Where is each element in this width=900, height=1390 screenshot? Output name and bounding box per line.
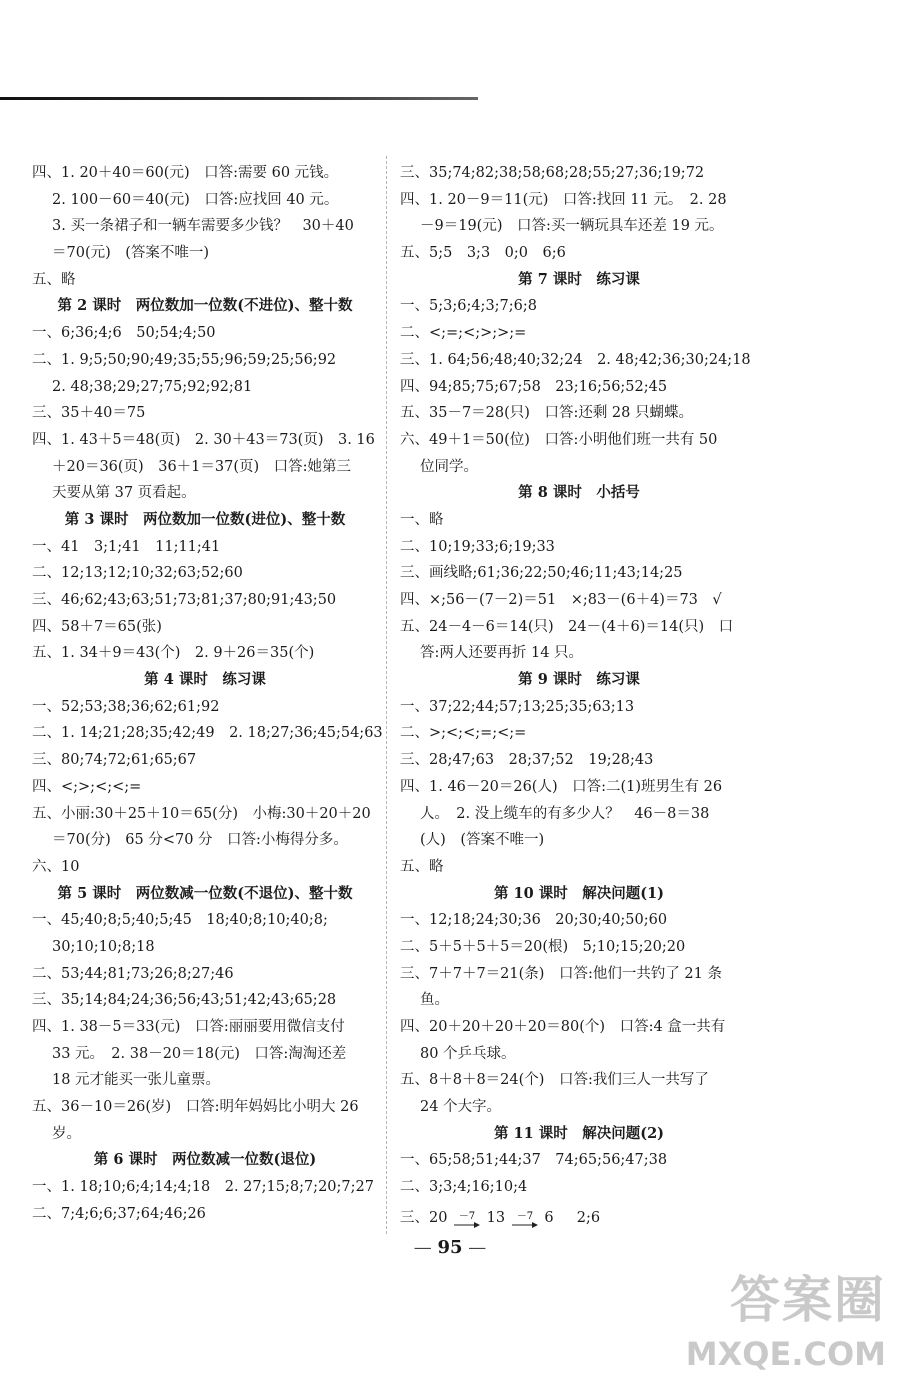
answer-line: 二、12;13;12;10;32;63;52;60 — [32, 565, 243, 582]
left-answer-column — [32, 160, 383, 1228]
answer-line: 三、35＋40＝75 — [32, 405, 146, 422]
answer-line: 六、10 — [32, 858, 80, 875]
answer-line: 二、7;4;6;6;37;64;46;26 — [32, 1205, 206, 1222]
answer-line: 答:两人还要再折 14 只。 — [420, 645, 584, 662]
answer-line: 六、49＋1＝50(位) 口答:小明他们班一共有 50 — [400, 431, 718, 448]
answer-line: 18 元才能买一张儿童票。 — [52, 1072, 221, 1089]
answer-line: 五、36－10＝26(岁) 口答:明年妈妈比小明大 26 — [32, 1099, 359, 1116]
arrow-step-2 — [510, 1209, 540, 1235]
answer-line: 三、画线略;61;36;22;50;46;11;43;14;25 — [400, 565, 683, 582]
answer-line: 鱼。 — [420, 992, 449, 1009]
answer-line: 33 元。 2. 38－20＝18(元) 口答:淘淘还差 — [52, 1045, 347, 1062]
page-number: — 95 — — [413, 1237, 487, 1258]
arrow-step-1-head — [474, 1222, 480, 1228]
answer-line: 四、58＋7＝65(张) — [32, 618, 162, 635]
answer-line: 四、<;>;<;<;= — [32, 778, 142, 795]
answer-line: 位同学。 — [420, 458, 478, 475]
answer-line: 二、10;19;33;6;19;33 — [400, 538, 555, 555]
answer-line: ＋20＝36(页) 36＋1＝37(页) 口答:她第三 — [52, 458, 352, 475]
arrow-step-1 — [452, 1209, 482, 1235]
watermark — [685, 1271, 886, 1380]
answer-line: 二、5＋5＋5＋5＝20(根) 5;10;15;20;20 — [400, 938, 686, 955]
answer-line: ＝70(元) (答案不唯一) — [52, 245, 210, 262]
answer-line: 五、24－4－6＝14(只) 24－(4＋6)＝14(只) 口 — [400, 618, 734, 635]
lesson-heading: 第 9 课时 练习课 — [518, 671, 640, 689]
column-divider — [386, 156, 387, 1234]
answer-line: 三、46;62;43;63;51;73;81;37;80;91;43;50 — [32, 592, 337, 608]
answer-line: 三、35;74;82;38;58;68;28;55;27;36;19;72 — [400, 165, 705, 181]
answer-line: 三、35;14;84;24;36;56;43;51;42;43;65;28 — [32, 992, 337, 1009]
answer-line: 二、>;<;<;=;<;= — [400, 725, 527, 742]
watermark-logo-text: 答案圈 — [730, 1271, 886, 1329]
answer-line: 四、94;85;75;67;58 23;16;56;52;45 — [400, 378, 668, 395]
answer-line: 一、45;40;8;5;40;5;45 18;40;8;10;40;8; — [32, 912, 328, 929]
lesson-heading: 第 10 课时 解决问题(1) — [493, 884, 665, 902]
answer-line: 24 个大字。 — [420, 1099, 502, 1116]
answer-line: 一、52;53;38;36;62;61;92 — [32, 698, 220, 715]
arrow-step-2-label: －7 — [516, 1210, 533, 1222]
answer-line: 五、5;5 3;3 0;0 6;6 — [400, 245, 566, 262]
right-answer-column — [400, 160, 758, 1231]
lesson-heading: 第 7 课时 练习课 — [518, 270, 640, 288]
arrow-step-1-label: －7 — [458, 1210, 476, 1222]
answer-line: 一、12;18;24;30;36 20;30;40;50;60 — [400, 912, 668, 929]
answer-line: 一、65;58;51;44;37 74;65;56;47;38 — [400, 1152, 668, 1169]
arrow-line-prefix: 三、20 — [400, 1209, 448, 1226]
answer-line: 一、37;22;44;57;13;25;35;63;13 — [400, 698, 635, 715]
answer-line: 2. 48;38;29;27;75;92;92;81 — [52, 378, 253, 395]
answer-line: 四、1. 43＋5＝48(页) 2. 30＋43＝73(页) 3. 16 — [32, 431, 375, 448]
lesson-heading: 第 6 课时 两位数减一位数(退位) — [93, 1151, 317, 1169]
arrow-line-mid: 13 — [486, 1209, 506, 1226]
answer-line: 四、1. 20－9＝11(元) 口答:找回 11 元。 2. 28 — [400, 191, 727, 208]
answer-line-arrows — [400, 1201, 758, 1231]
answer-line: 五、略 — [400, 858, 444, 875]
answer-line: 岁。 — [52, 1125, 81, 1142]
answer-line: 一、1. 18;10;6;4;14;4;18 2. 27;15;8;7;20;7;27 — [32, 1179, 374, 1196]
answer-line: 二、3;3;4;16;10;4 — [400, 1179, 528, 1196]
answer-line: 30;10;10;8;18 — [52, 938, 155, 955]
lesson-heading: 第 4 课时 练习课 — [144, 671, 266, 689]
answer-line: 五、1. 34＋9＝43(个) 2. 9＋26＝35(个) — [32, 645, 315, 662]
arrow-step-2-head — [532, 1222, 538, 1228]
answer-line: (人) (答案不唯一) — [420, 832, 545, 849]
answer-line: 三、1. 64;56;48;40;32;24 2. 48;42;36;30;24;18 — [400, 351, 751, 368]
lesson-heading: 第 11 课时 解决问题(2) — [493, 1124, 665, 1142]
arrow-line-tail: 2;6 — [576, 1209, 601, 1226]
answer-line: 二、<;=;<;>;>;= — [400, 325, 527, 342]
answer-line: 四、20＋20＋20＋20＝80(个) 口答:4 盒一共有 — [400, 1019, 726, 1035]
answer-line: －9＝19(元) 口答:买一辆玩具车还差 19 元。 — [420, 218, 724, 235]
right-answer-lines — [400, 160, 758, 1201]
answer-line: 3. 买一条裙子和一辆车需要多少钱？ 30＋40 — [52, 218, 354, 235]
answer-line: 五、35－7＝28(只) 口答:还剩 28 只蝴蝶。 — [400, 405, 693, 422]
answer-line: 一、6;36;4;6 50;54;4;50 — [32, 325, 216, 342]
answer-line: 四、1. 46－20＝26(人) 口答:二(1)班男生有 26 — [400, 778, 723, 795]
answer-line: 五、略 — [32, 271, 76, 288]
answer-line: 三、7＋7＋7＝21(条) 口答:他们一共钓了 21 条 — [400, 965, 722, 982]
answer-line: 四、1. 20＋40＝60(元) 口答:需要 60 元钱。 — [32, 165, 339, 181]
answer-line: 五、小丽:30＋25＋10＝65(分) 小梅:30＋20＋20 — [32, 805, 371, 822]
lesson-heading: 第 8 课时 小括号 — [518, 484, 640, 502]
lesson-heading: 第 2 课时 两位数加一位数(不进位)、整十数 — [57, 297, 353, 315]
lesson-heading: 第 3 课时 两位数加一位数(进位)、整十数 — [64, 510, 346, 528]
answer-line: ＝70(分) 65 分<70 分 口答:小梅得分多。 — [52, 832, 348, 849]
answer-line: 五、8＋8＋8＝24(个) 口答:我们三人一共写了 — [400, 1072, 709, 1089]
answer-line: 2. 100－60＝40(元) 口答:应找回 40 元。 — [52, 191, 339, 208]
answer-line: 一、5;3;6;4;3;7;6;8 — [400, 298, 537, 315]
header-rule — [0, 97, 478, 100]
answer-line: 二、1. 14;21;28;35;42;49 2. 18;27;36;45;54;63 — [32, 725, 383, 742]
lesson-heading: 第 5 课时 两位数减一位数(不退位)、整十数 — [57, 884, 353, 902]
answer-line: 80 个乒乓球。 — [420, 1045, 516, 1062]
answer-line: 人。 2. 没上缆车的有多少人？ 46－8＝38 — [420, 805, 710, 822]
arrow-line-end: 6 — [544, 1209, 554, 1226]
answer-line: 二、53;44;81;73;26;8;27;46 — [32, 965, 234, 982]
watermark-site-text: MXQE.COM — [685, 1335, 886, 1373]
answer-line: 三、28;47;63 28;37;52 19;28;43 — [400, 752, 654, 769]
answer-line: 一、略 — [400, 511, 444, 528]
answer-line: 四、×;56－(7－2)＝51 ×;83－(6＋4)＝73 √ — [400, 592, 722, 608]
answer-line: 天要从第 37 页看起。 — [52, 485, 196, 502]
answer-line: 四、1. 38－5＝33(元) 口答:丽丽要用微信支付 — [32, 1019, 345, 1035]
answer-line: 二、1. 9;5;50;90;49;35;55;96;59;25;56;92 — [32, 351, 337, 368]
page-number-value: 95 — [437, 1237, 463, 1258]
answer-line: 三、80;74;72;61;65;67 — [32, 752, 197, 769]
answer-line: 一、41 3;1;41 11;11;41 — [32, 538, 221, 555]
